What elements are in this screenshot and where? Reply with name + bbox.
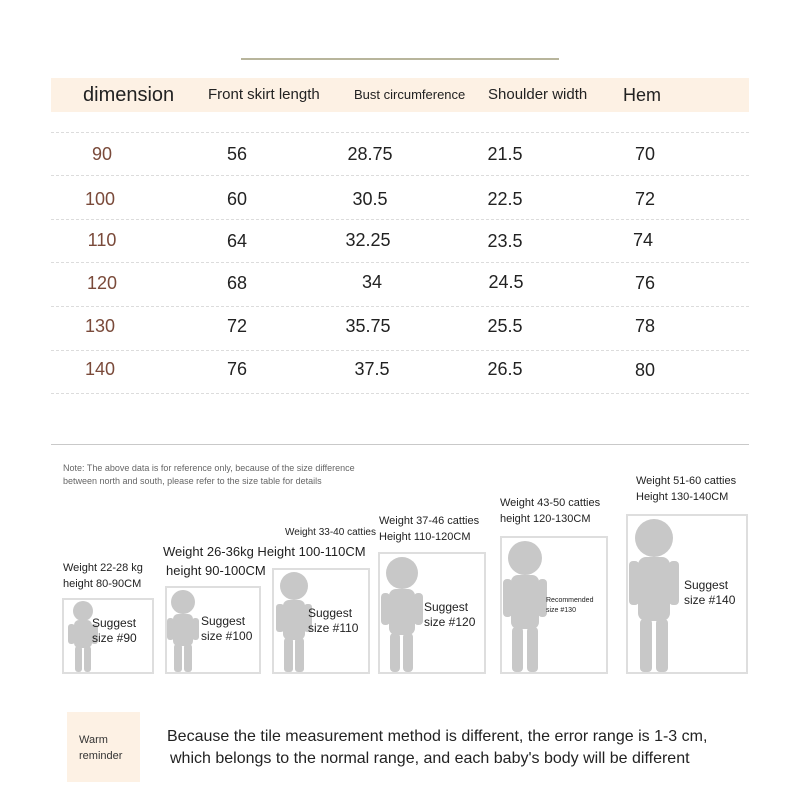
weight-height-label <box>285 526 376 540</box>
row-divider <box>51 132 749 133</box>
suggestion-card <box>272 568 370 674</box>
header-shoulder-width: Shoulder width <box>488 86 588 103</box>
size-suggestion <box>684 578 735 608</box>
cell-front-skirt-length: 60 <box>226 189 248 209</box>
weight-height-label <box>63 560 143 592</box>
weight-line: Weight 33-40 catties <box>285 527 376 538</box>
suggest-line: Suggest <box>308 606 353 620</box>
suggestion-card <box>626 514 748 674</box>
size-suggestion <box>308 606 358 636</box>
size-line: size #90 <box>92 631 137 645</box>
cell-shoulder-width: 22.5 <box>487 189 523 209</box>
cell-front-skirt-length: 72 <box>226 316 248 336</box>
cell-bust-circumference: 30.5 <box>352 189 388 209</box>
size-line: size #140 <box>684 593 736 607</box>
cell-shoulder-width: 26.5 <box>487 359 523 379</box>
weight-line: Weight 26-36kg Height 100-110CM <box>163 544 366 559</box>
cell-size: 140 <box>84 359 116 379</box>
suggest-line: Suggest <box>92 616 137 630</box>
section-divider <box>51 444 749 445</box>
cell-bust-circumference: 37.5 <box>354 359 390 379</box>
suggestion-card <box>165 586 261 674</box>
child-silhouette-icon <box>167 588 201 674</box>
size-line: size #130 <box>546 607 576 614</box>
size-suggestion <box>424 600 475 630</box>
size-line: size #120 <box>424 615 476 629</box>
header-bust-circumference: Bust circumference <box>354 87 466 102</box>
reference-note: Note: The above data is for reference only, because of the size difference between north and south, please refer to the size table for details <box>63 463 355 486</box>
weight-line: Weight 37-46 catties <box>379 515 480 527</box>
size-line: size #100 <box>201 629 253 643</box>
height-line: height 90-100CM <box>166 563 266 578</box>
cell-hem: 76 <box>634 273 656 293</box>
cell-bust-circumference: 32.25 <box>345 230 391 250</box>
warm-reminder-label <box>79 732 122 764</box>
suggestion-card <box>62 598 154 674</box>
cell-front-skirt-length: 56 <box>226 144 248 164</box>
height-line: height 80-90CM <box>63 578 142 590</box>
cell-hem: 70 <box>634 144 656 164</box>
row-divider <box>51 350 749 351</box>
cell-hem: 72 <box>634 189 656 209</box>
row-divider <box>51 175 749 176</box>
weight-height-label <box>379 513 479 545</box>
cell-hem: 78 <box>634 316 656 336</box>
suggest-line: Suggest <box>201 614 246 628</box>
cell-bust-circumference: 34 <box>361 272 383 292</box>
cell-front-skirt-length: 76 <box>226 359 248 379</box>
cell-front-skirt-length: 68 <box>226 273 248 293</box>
header-front-skirt-length: Front skirt length <box>208 86 320 103</box>
height-line: Height 130-140CM <box>636 491 729 503</box>
cell-shoulder-width: 21.5 <box>487 144 523 164</box>
suggest-line: Suggest <box>424 600 469 614</box>
suggestion-card <box>500 536 608 674</box>
cell-bust-circumference: 35.75 <box>345 316 391 336</box>
cell-bust-circumference: 28.75 <box>347 144 393 164</box>
cell-shoulder-width: 25.5 <box>487 316 523 336</box>
table-header <box>51 78 749 112</box>
child-silhouette-icon <box>380 554 424 674</box>
suggest-line: Recommended <box>546 597 594 604</box>
size-suggestion <box>201 614 252 644</box>
size-line: size #110 <box>308 621 359 635</box>
top-divider <box>241 58 559 60</box>
cell-size: 120 <box>86 273 118 293</box>
cell-shoulder-width: 23.5 <box>487 231 523 251</box>
weight-height-label <box>500 495 600 527</box>
reminder-label-line: Warm <box>79 734 108 746</box>
height-line: height 120-130CM <box>500 513 591 525</box>
cell-shoulder-width: 24.5 <box>488 272 524 292</box>
cell-hem: 80 <box>634 360 656 380</box>
reminder-label-line: reminder <box>79 750 123 762</box>
row-divider <box>51 393 749 394</box>
warm-reminder-text <box>167 726 707 770</box>
suggestion-card <box>378 552 486 674</box>
suggest-line: Suggest <box>684 578 729 592</box>
header-hem: Hem <box>623 85 662 105</box>
warm-reminder-badge <box>67 712 140 782</box>
child-silhouette-icon <box>502 538 548 674</box>
cell-size: 100 <box>84 189 116 209</box>
row-divider <box>51 219 749 220</box>
weight-line: Weight 43-50 catties <box>500 497 601 509</box>
reminder-body-line: which belongs to the normal range, and each baby's body will be different <box>170 750 690 767</box>
cell-hem: 74 <box>632 230 654 250</box>
size-suggestion <box>92 616 137 646</box>
cell-size: 130 <box>84 316 116 336</box>
cell-size: 90 <box>91 144 113 164</box>
child-silhouette-icon <box>628 516 680 674</box>
size-suggestion <box>546 596 593 616</box>
weight-height-label <box>636 473 736 505</box>
weight-line: Weight 22-28 kg <box>63 562 143 574</box>
reminder-body-line: Because the tile measurement method is different, the error range is 1-3 cm, <box>167 728 708 745</box>
cell-front-skirt-length: 64 <box>226 231 248 251</box>
header-dimension: dimension <box>83 84 175 106</box>
weight-line: Weight 51-60 catties <box>636 475 737 487</box>
height-line: Height 110-120CM <box>379 531 471 543</box>
cell-size: 110 <box>87 230 117 250</box>
row-divider <box>51 306 749 307</box>
row-divider <box>51 262 749 263</box>
